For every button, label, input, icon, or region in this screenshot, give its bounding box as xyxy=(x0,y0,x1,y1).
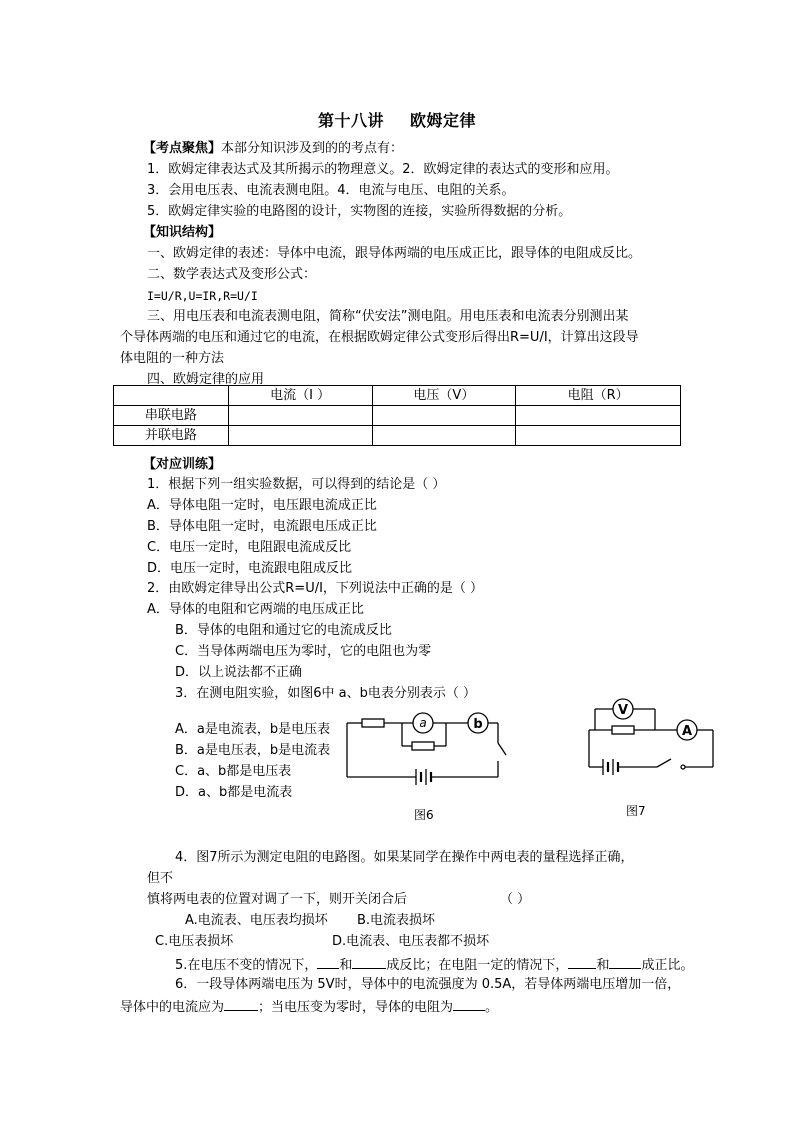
table-cell xyxy=(516,426,681,446)
fill-in-blank[interactable] xyxy=(224,998,258,1011)
meter-a-label: a xyxy=(419,716,427,730)
voltmeter-label: V xyxy=(617,703,629,718)
focus-section xyxy=(143,141,403,157)
structure-item-1: 一、欧姆定律的表述：导体中电流，跟导体两端的电压成正比，跟导体的电阻成反比。 xyxy=(147,246,642,261)
question-3: 3．在测电阻实验，如图6中 a、b电表分别表示（ ） xyxy=(175,686,477,701)
question-6-line-1: 6．一段导体两端电压为 5V时，导体中的电流强度为 0.5A，若导体两端电压增加一倍， xyxy=(175,977,681,992)
structure-item-3-line-1: 三、用电压表和电流表测电阻，简称“伏安法”测电阻。用电压表和电流表分别测出某 xyxy=(147,309,629,324)
table-cell xyxy=(228,426,372,446)
focus-line-3: 5．欧姆定律实验的电路图的设计，实物图的连接，实验所得数据的分析。 xyxy=(147,204,572,219)
q3-option-d: D．a、b都是电流表 xyxy=(175,785,293,800)
fill-in-blank[interactable] xyxy=(453,998,485,1011)
focus-heading: 【考点聚焦】 xyxy=(143,141,222,156)
question-4-line-2: 但不 xyxy=(147,871,174,886)
table-cell xyxy=(372,426,516,446)
q3-option-b: B．a是电压表，b是电流表 xyxy=(175,743,331,758)
meter-b-label: b xyxy=(473,717,483,732)
table-header-cell: 电流（I ） xyxy=(228,386,372,406)
structure-item-4: 四、欧姆定律的应用 xyxy=(147,372,265,387)
table-header-row xyxy=(114,386,681,406)
q4-option-b: B.电流表损坏 xyxy=(357,913,436,928)
structure-heading: 【知识结构】 xyxy=(143,225,222,240)
q1-option-a: A．导体电阻一定时，电压跟电流成正比 xyxy=(147,498,377,513)
table-row xyxy=(114,426,681,446)
figure-6-circuit xyxy=(340,705,520,805)
lecture-topic: 欧姆定律 xyxy=(410,111,477,130)
question-2: 2．由欧姆定律导出公式R=U/I，下列说法中正确的是（ ） xyxy=(147,581,484,596)
training-heading: 【对应训练】 xyxy=(143,457,222,472)
q1-option-c: C．电压一定时，电阻跟电流成反比 xyxy=(147,540,352,555)
question-4-line-3: 慎将两电表的位置对调了一下，则开关闭合后 xyxy=(147,892,408,907)
q3-option-a: A．a是电流表，b是电压表 xyxy=(175,722,331,737)
q4-option-c: C.电压表损坏 xyxy=(155,934,234,949)
table-header-cell: 电压（V） xyxy=(372,386,516,406)
q2-option-d: D．以上说法都不正确 xyxy=(175,665,303,680)
structure-item-3-line-2: 个导体两端的电压和通过它的电流，在根据欧姆定律公式变形后得出R=U/I，计算出这段导 xyxy=(120,330,639,345)
q2-option-c: C．当导体两端电压为零时，它的电阻也为零 xyxy=(175,644,432,659)
figure-7-caption: 图7 xyxy=(626,804,646,818)
figure-7-circuit xyxy=(585,695,720,785)
ammeter-label: A xyxy=(681,724,693,739)
fill-in-blank[interactable] xyxy=(317,956,339,969)
table-cell xyxy=(228,406,372,426)
q4-option-a: A.电流表、电压表均损坏 xyxy=(185,913,328,928)
application-table xyxy=(113,385,681,446)
page-title xyxy=(0,108,794,131)
q3-options xyxy=(175,722,339,812)
q2-option-a: A．导体的电阻和它两端的电压成正比 xyxy=(147,602,364,617)
table-cell: 并联电路 xyxy=(114,426,229,446)
question-1: 1．根据下列一组实验数据，可以得到的结论是（ ） xyxy=(147,477,446,492)
q4-option-d: D.电流表、电压表都不损坏 xyxy=(332,934,490,949)
q3-option-c: C．a、b都是电压表 xyxy=(175,764,292,779)
fill-in-blank[interactable] xyxy=(609,956,641,969)
fill-in-blank[interactable] xyxy=(568,956,596,969)
q2-option-b: B．导体的电阻和通过它的电流成反比 xyxy=(175,623,392,638)
table-header-cell: 电阻（R） xyxy=(516,386,681,406)
q1-option-d: D．电压一定时，电流跟电阻成反比 xyxy=(147,561,353,576)
question-5: 5.在电压不变的情况下， 和 成反比；在电阻一定的情况下， 和 成正比。 xyxy=(175,958,694,973)
table-cell: 串联电路 xyxy=(114,406,229,426)
table-row xyxy=(114,406,681,426)
focus-intro: 本部分知识涉及到的的考点有： xyxy=(221,141,404,156)
table-header-cell xyxy=(114,386,229,406)
structure-item-2: 二、数学表达式及变形公式： xyxy=(147,267,317,282)
focus-line-1: 1．欧姆定律表达式及其所揭示的物理意义。2．欧姆定律的表达式的变形和应用。 xyxy=(147,162,619,177)
figure-6-caption: 图6 xyxy=(414,808,434,822)
table-cell xyxy=(516,406,681,426)
focus-line-2: 3．会用电压表、电流表测电阻。4．电流与电压、电阻的关系。 xyxy=(147,183,515,198)
q1-option-b: B．导体电阻一定时，电流跟电压成正比 xyxy=(147,519,377,534)
question-4-answer-paren: （ ） xyxy=(500,892,531,907)
fill-in-blank[interactable] xyxy=(352,956,386,969)
ohm-formula: I=U/R,U=IR,R=U/I xyxy=(147,289,258,303)
lecture-number: 第十八讲 xyxy=(317,111,384,130)
table-cell xyxy=(372,406,516,426)
structure-item-3-line-3: 体电阻的一种方法 xyxy=(120,351,225,366)
question-6-line-2: 导体中的电流应为 ；当电压变为零时，导体的电阻为 。 xyxy=(120,1000,499,1015)
question-4-line-1: 4．图7所示为测定电阻的电路图。如果某同学在操作中两电表的量程选择正确， xyxy=(175,850,634,865)
